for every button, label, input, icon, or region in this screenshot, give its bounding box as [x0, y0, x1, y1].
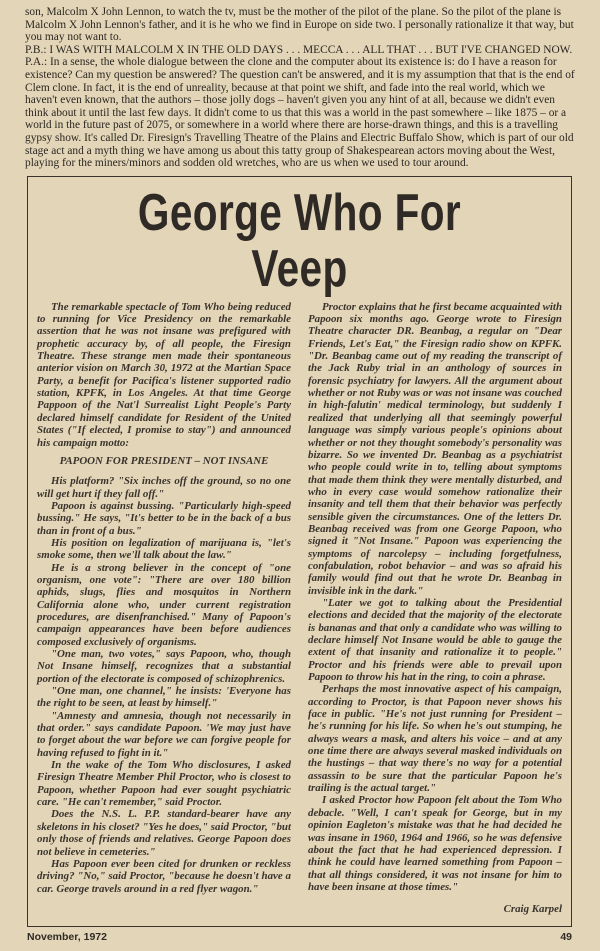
article-paragraph: Perhaps the most innovative aspect of his campaign, according to Proctor, is that Papoon never shows his face in public. "He's not just running for President – he's running for his life. So when he's out stumping, he always wears a mask, and alters his voice – and at any one time there are always several masked individuals on the hustings – that way there's no way for a potential assassin to be sure that the particular Papoon he's trailing is the actual target." — [308, 683, 562, 795]
intro-paragraph: P.B.: I WAS WITH MALCOLM X IN THE OLD DAYS . . . MECCA . . . ALL THAT . . . BUT I'VE CHANGED NOW. — [25, 43, 573, 56]
article-paragraph: He is a strong believer in the concept of "one organism, one vote": "There are over 180 billion aphids, slugs, flies and mosquitos in Northern California alone who, under current registration procedures, are disenfranchised." Many of Papoon's campaign appearances have been before audiences composed exclusively of organisms. — [37, 561, 291, 648]
article-box — [27, 176, 572, 927]
page-footer — [27, 931, 572, 943]
article-columns — [37, 301, 562, 916]
article-title: George Who For Veep — [137, 183, 462, 298]
intro-paragraph: son, Malcolm X John Lennon, to watch the tv, must be the mother of the pilot of the plane. So the pilot of the plane is Malcolm X John Lennon's father, and it is he who we find in Europe on side two. I personally rationalize it that way, but you may not want to. — [25, 6, 574, 44]
article-paragraph: "Later we got to talking about the Presidential elections and decided that the majority of the electorate is bananas and that only a candidate who was willing to declare himself Not Insane would be able to gauge the extent of that insanity and rationalize it to people." Proctor and his friends were able to prevail upon Papoon to throw his hat in the ring, to coin a phrase. — [308, 596, 562, 684]
footer-date: November, 1972 — [27, 930, 107, 943]
article-paragraph: In the wake of the Tom Who disclosures, I asked Firesign Theatre Member Phil Proctor, who is closest to Papoon, whether Papoon had ever sought psychiatric care. "He can't remember," said Proctor. — [37, 759, 291, 809]
article-paragraph: Has Papoon ever been cited for drunken or reckless driving? "No," said Proctor, "because he doesn't have a car. George travels around in a red flyer wagon." — [37, 857, 291, 895]
article-paragraph: His platform? "Six inches off the ground, so no one will get hurt if they fall off." — [37, 475, 291, 500]
article-paragraph: Papoon is against bussing. "Particularly high-speed bussing." He says, "It's better to be in the back of a bus than in front of a bus." — [37, 499, 291, 537]
article-paragraph: Does the N.S. L. P.P. standard-bearer have any skeletons in his closet? "Yes he does," said Proctor, "but only those of friends and relatives. George Papoon does not believe in cemeteries." — [37, 808, 291, 858]
campaign-motto: PAPOON FOR PRESIDENT – NOT INSANE — [59, 454, 269, 467]
article-paragraph: "One man, one channel," he insists: 'Everyone has the right to be seen, at least by himself." — [37, 685, 291, 710]
article-paragraph: I asked Proctor how Papoon felt about the Tom Who debacle. "Well, I can't speak for George, but in my opinion Eagleton's mistake was that he had decided he was insane in 1960, 1964 and 1966, so he was defensive about the fact that he had experienced depression. I think he could have learned something from Papoon – that all things considered, it was not insane for him to have been insane at those times." — [308, 794, 562, 893]
article-paragraph: "One man, two votes," says Papoon, who, though Not Insane himself, recognizes that a substantial portion of the electorate is composed of schizophrenics. — [37, 648, 291, 685]
intro-paragraph: P.A.: In a sense, the whole dialogue between the clone and the computer about its existence is: do I have a reason for existence? Can my question be answered? The question can't be answered, and it is my assumption that that is the end of Clem clone. In fact, it is the end of unreality, because at that point we shift, and fade into the real world, which we haven't even known, that the authors – those jolly dogs – haven't given you any hint of at all, because we didn't even think about it until the last few days. It didn't come to us that this was a world in the past somewhere – like 1875 – or a world in the future past of 2075, or somewhere in a world where there are horse-drawn things, and this is a travelling gypsy show. It's called Dr. Firesign's Travelling Theatre of the Plains and Electric Buffalo Show, which is part of our old stage act and a myth thing we have among us about this tatty group of Shakespearean actors moving about the West, playing for the miners/minors and sodden old wretches, who are us when we used to tour around. — [25, 56, 575, 170]
article-right-column — [308, 301, 562, 916]
byline: Craig Karpel — [503, 903, 562, 916]
article-paragraph: The remarkable spectacle of Tom Who being reduced to running for Vice Presidency on the remarkable assertion that he was not insane was prefigured with prophetic accuracy by, of all people, the Firesign Theatre. These strange men made their spontaneous anterior vision on March 30, 1972 at the Martian Space Party, a benefit for Pacifica's listener supported radio station, KPFK, in Los Angeles. At that time George Pappoon of the Nat'l Surrealist Light People's Party declared himself candidate for Resident of the United States ("If elected, I promise to stay") and announced his campaign motto: — [37, 300, 291, 449]
intro-text — [25, 6, 577, 170]
article-paragraph: "Amnesty and amnesia, though not necessarily in that order." says candidate Papoon. 'We may just have to forget about the war before we can forgive people for having refused to fight in it." — [37, 709, 291, 759]
page-number: 49 — [560, 930, 572, 943]
article-paragraph: Proctor explains that he first became acquainted with Papoon six months ago. George wrote to Firesign Theatre character DR. Beanbag, a regular on "Dear Friends, Let's Eat," the Firesign radio show on KPFK. "Dr. Beanbag came out of my reading the transcript of the Jack Ruby trial in an anthology of sources in forensic psychiatry for lawyers. All the argument about whether or not Ruby was or was not insane was couched in high-falutin' medical terminology, but suddenly I realized that underlying all that seemingly powerful language was simply various people's opinions about whether or not they thought somebody's personality was bizarre. So we invented Dr. Beanbag as a psychiatrist who people could write in to, telling about symptoms that made them think they were mentally disturbed, and who in every case would somehow rationalize their insanity and tell them that their behavior was perfectly sensible given the circumstances. One of the letters Dr. Beanbag received was from one George Papoon, who signed it "Not Insane." Papoon was experiencing the symptoms of narcolepsy – including forgetfulness, confabulation, robot behavior – and was so afraid his family would find out that he wrote Dr. Beanbag in invisible ink in the dark." — [308, 300, 562, 597]
article-paragraph: His position on legalization of marijuana is, "let's smoke some, then we'll talk about the law." — [37, 536, 291, 562]
article-left-column — [37, 301, 291, 895]
